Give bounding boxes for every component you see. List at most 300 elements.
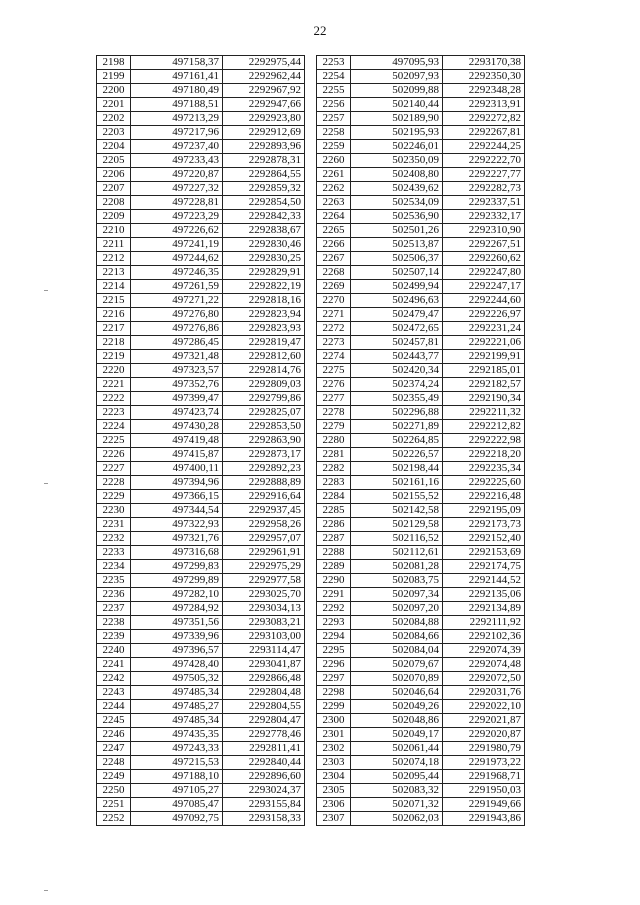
table-row — [317, 602, 525, 616]
y-coordinate-cell: 2292873,17 — [223, 448, 305, 462]
y-coordinate-cell: 2292021,87 — [443, 714, 525, 728]
y-coordinate-cell: 2292272,82 — [443, 112, 525, 126]
y-coordinate-cell: 2292878,31 — [223, 154, 305, 168]
x-coordinate-cell: 497188,10 — [131, 770, 223, 784]
page-number: 22 — [313, 23, 327, 38]
y-coordinate-cell: 2292022,10 — [443, 700, 525, 714]
point-number-cell: 2223 — [97, 406, 131, 420]
y-coordinate-cell: 2292804,48 — [223, 686, 305, 700]
table-row — [97, 364, 305, 378]
table-row — [317, 700, 525, 714]
y-coordinate-cell: 2292967,92 — [223, 84, 305, 98]
x-coordinate-cell: 497299,89 — [131, 574, 223, 588]
x-coordinate-cell: 502097,34 — [351, 588, 443, 602]
table-row — [97, 84, 305, 98]
x-coordinate-cell: 502084,66 — [351, 630, 443, 644]
x-coordinate-cell: 497351,56 — [131, 616, 223, 630]
y-coordinate-cell: 2292977,58 — [223, 574, 305, 588]
point-number-cell: 2266 — [317, 238, 351, 252]
x-coordinate-cell: 502296,88 — [351, 406, 443, 420]
table-row — [317, 56, 525, 70]
x-coordinate-cell: 497485,34 — [131, 686, 223, 700]
x-coordinate-cell: 502062,03 — [351, 812, 443, 826]
point-number-cell: 2208 — [97, 196, 131, 210]
table-row — [97, 182, 305, 196]
y-coordinate-cell: 2293158,33 — [223, 812, 305, 826]
table-row — [97, 70, 305, 84]
point-number-cell: 2205 — [97, 154, 131, 168]
point-number-cell: 2228 — [97, 476, 131, 490]
x-coordinate-cell: 497423,74 — [131, 406, 223, 420]
table-row — [97, 140, 305, 154]
x-coordinate-cell: 502084,04 — [351, 644, 443, 658]
point-number-cell: 2261 — [317, 168, 351, 182]
table-row — [97, 378, 305, 392]
table-row — [317, 532, 525, 546]
x-coordinate-cell: 497228,81 — [131, 196, 223, 210]
y-coordinate-cell: 2292937,45 — [223, 504, 305, 518]
point-number-cell: 2238 — [97, 616, 131, 630]
x-coordinate-cell: 497323,57 — [131, 364, 223, 378]
x-coordinate-cell: 502046,64 — [351, 686, 443, 700]
y-coordinate-cell: 2293041,87 — [223, 658, 305, 672]
point-number-cell: 2284 — [317, 490, 351, 504]
table-row — [97, 742, 305, 756]
point-number-cell: 2204 — [97, 140, 131, 154]
table-row — [97, 252, 305, 266]
point-number-cell: 2246 — [97, 728, 131, 742]
table-row — [97, 630, 305, 644]
x-coordinate-cell: 497213,29 — [131, 112, 223, 126]
x-coordinate-cell: 497226,62 — [131, 224, 223, 238]
y-coordinate-cell: 2292348,28 — [443, 84, 525, 98]
point-number-cell: 2301 — [317, 728, 351, 742]
x-coordinate-cell: 502534,09 — [351, 196, 443, 210]
point-number-cell: 2210 — [97, 224, 131, 238]
point-number-cell: 2239 — [97, 630, 131, 644]
table-row — [317, 308, 525, 322]
x-coordinate-cell: 497217,96 — [131, 126, 223, 140]
x-coordinate-cell: 497400,11 — [131, 462, 223, 476]
table-row — [97, 616, 305, 630]
point-number-cell: 2212 — [97, 252, 131, 266]
x-coordinate-cell: 502350,09 — [351, 154, 443, 168]
point-number-cell: 2279 — [317, 420, 351, 434]
x-coordinate-cell: 502496,63 — [351, 294, 443, 308]
x-coordinate-cell: 502161,16 — [351, 476, 443, 490]
x-coordinate-cell: 497428,40 — [131, 658, 223, 672]
table-row — [97, 644, 305, 658]
table-row — [317, 630, 525, 644]
x-coordinate-cell: 502097,20 — [351, 602, 443, 616]
y-coordinate-cell: 2292216,48 — [443, 490, 525, 504]
margin-mark — [44, 290, 48, 291]
y-coordinate-cell: 2292804,55 — [223, 700, 305, 714]
point-number-cell: 2213 — [97, 266, 131, 280]
point-number-cell: 2240 — [97, 644, 131, 658]
x-coordinate-cell: 502142,58 — [351, 504, 443, 518]
x-coordinate-cell: 502195,93 — [351, 126, 443, 140]
x-coordinate-cell: 497241,19 — [131, 238, 223, 252]
margin-mark — [44, 890, 48, 891]
x-coordinate-cell: 502198,44 — [351, 462, 443, 476]
point-number-cell: 2276 — [317, 378, 351, 392]
y-coordinate-cell: 2292896,60 — [223, 770, 305, 784]
table-row — [97, 308, 305, 322]
table-row — [97, 448, 305, 462]
point-number-cell: 2307 — [317, 812, 351, 826]
point-number-cell: 2247 — [97, 742, 131, 756]
point-number-cell: 2286 — [317, 518, 351, 532]
y-coordinate-cell: 2292864,55 — [223, 168, 305, 182]
point-number-cell: 2221 — [97, 378, 131, 392]
y-coordinate-cell: 2291968,71 — [443, 770, 525, 784]
y-coordinate-cell: 2292144,52 — [443, 574, 525, 588]
point-number-cell: 2285 — [317, 504, 351, 518]
table-row — [97, 714, 305, 728]
point-number-cell: 2270 — [317, 294, 351, 308]
y-coordinate-cell: 2293170,38 — [443, 56, 525, 70]
point-number-cell: 2199 — [97, 70, 131, 84]
table-row — [97, 266, 305, 280]
x-coordinate-cell: 497261,59 — [131, 280, 223, 294]
coordinates-table-right — [316, 55, 525, 826]
y-coordinate-cell: 2292020,87 — [443, 728, 525, 742]
y-coordinate-cell: 2292838,67 — [223, 224, 305, 238]
point-number-cell: 2198 — [97, 56, 131, 70]
table-row — [97, 336, 305, 350]
y-coordinate-cell: 2292313,91 — [443, 98, 525, 112]
point-number-cell: 2250 — [97, 784, 131, 798]
table-row — [317, 364, 525, 378]
y-coordinate-cell: 2292825,07 — [223, 406, 305, 420]
point-number-cell: 2255 — [317, 84, 351, 98]
y-coordinate-cell: 2292247,17 — [443, 280, 525, 294]
y-coordinate-cell: 2292102,36 — [443, 630, 525, 644]
point-number-cell: 2232 — [97, 532, 131, 546]
table-row — [317, 546, 525, 560]
table-row — [317, 434, 525, 448]
table-row — [97, 560, 305, 574]
point-number-cell: 2288 — [317, 546, 351, 560]
x-coordinate-cell: 497276,80 — [131, 308, 223, 322]
table-row — [317, 728, 525, 742]
point-number-cell: 2206 — [97, 168, 131, 182]
y-coordinate-cell: 2292074,39 — [443, 644, 525, 658]
y-coordinate-cell: 2292962,44 — [223, 70, 305, 84]
table-row — [317, 294, 525, 308]
y-coordinate-cell: 2292863,90 — [223, 434, 305, 448]
x-coordinate-cell: 497394,96 — [131, 476, 223, 490]
y-coordinate-cell: 2292235,34 — [443, 462, 525, 476]
point-number-cell: 2227 — [97, 462, 131, 476]
table-row — [317, 658, 525, 672]
y-coordinate-cell: 2292830,46 — [223, 238, 305, 252]
x-coordinate-cell: 502479,47 — [351, 308, 443, 322]
x-coordinate-cell: 502246,01 — [351, 140, 443, 154]
y-coordinate-cell: 2291973,22 — [443, 756, 525, 770]
table-row — [317, 588, 525, 602]
point-number-cell: 2233 — [97, 546, 131, 560]
table-row — [317, 742, 525, 756]
table-row — [97, 294, 305, 308]
point-number-cell: 2219 — [97, 350, 131, 364]
point-number-cell: 2235 — [97, 574, 131, 588]
point-number-cell: 2226 — [97, 448, 131, 462]
point-number-cell: 2306 — [317, 798, 351, 812]
table-row — [97, 588, 305, 602]
y-coordinate-cell: 2292174,75 — [443, 560, 525, 574]
point-number-cell: 2277 — [317, 392, 351, 406]
x-coordinate-cell: 502079,67 — [351, 658, 443, 672]
x-coordinate-cell: 502061,44 — [351, 742, 443, 756]
table-row — [317, 784, 525, 798]
table-row — [317, 378, 525, 392]
table-row — [317, 70, 525, 84]
table-row — [317, 210, 525, 224]
y-coordinate-cell: 2292173,73 — [443, 518, 525, 532]
x-coordinate-cell: 497415,87 — [131, 448, 223, 462]
x-coordinate-cell: 497227,32 — [131, 182, 223, 196]
point-number-cell: 2209 — [97, 210, 131, 224]
y-coordinate-cell: 2292811,41 — [223, 742, 305, 756]
y-coordinate-cell: 2292947,66 — [223, 98, 305, 112]
table-row — [317, 126, 525, 140]
x-coordinate-cell: 497220,87 — [131, 168, 223, 182]
table-row — [97, 168, 305, 182]
point-number-cell: 2258 — [317, 126, 351, 140]
y-coordinate-cell: 2292840,44 — [223, 756, 305, 770]
table-row — [317, 518, 525, 532]
x-coordinate-cell: 497188,51 — [131, 98, 223, 112]
y-coordinate-cell: 2292819,47 — [223, 336, 305, 350]
table-row — [317, 490, 525, 504]
y-coordinate-cell: 2292199,91 — [443, 350, 525, 364]
margin-mark — [44, 483, 48, 484]
y-coordinate-cell: 2292221,06 — [443, 336, 525, 350]
table-row — [317, 770, 525, 784]
x-coordinate-cell: 497180,49 — [131, 84, 223, 98]
x-coordinate-cell: 502472,65 — [351, 322, 443, 336]
point-number-cell: 2297 — [317, 672, 351, 686]
point-number-cell: 2305 — [317, 784, 351, 798]
point-number-cell: 2262 — [317, 182, 351, 196]
table-row — [97, 462, 305, 476]
y-coordinate-cell: 2292153,69 — [443, 546, 525, 560]
table-row — [97, 350, 305, 364]
x-coordinate-cell: 502443,77 — [351, 350, 443, 364]
point-number-cell: 2299 — [317, 700, 351, 714]
table-row — [97, 770, 305, 784]
y-coordinate-cell: 2292778,46 — [223, 728, 305, 742]
point-number-cell: 2256 — [317, 98, 351, 112]
table-row — [317, 154, 525, 168]
y-coordinate-cell: 2292888,89 — [223, 476, 305, 490]
table-row — [317, 140, 525, 154]
point-number-cell: 2273 — [317, 336, 351, 350]
x-coordinate-cell: 502070,89 — [351, 672, 443, 686]
table-row — [97, 98, 305, 112]
table-row — [97, 392, 305, 406]
point-number-cell: 2201 — [97, 98, 131, 112]
y-coordinate-cell: 2292958,26 — [223, 518, 305, 532]
point-number-cell: 2249 — [97, 770, 131, 784]
x-coordinate-cell: 502116,52 — [351, 532, 443, 546]
table-row — [97, 154, 305, 168]
table-row — [317, 266, 525, 280]
y-coordinate-cell: 2291943,86 — [443, 812, 525, 826]
y-coordinate-cell: 2292190,34 — [443, 392, 525, 406]
x-coordinate-cell: 502083,75 — [351, 574, 443, 588]
point-number-cell: 2216 — [97, 308, 131, 322]
x-coordinate-cell: 497223,29 — [131, 210, 223, 224]
point-number-cell: 2251 — [97, 798, 131, 812]
point-number-cell: 2295 — [317, 644, 351, 658]
x-coordinate-cell: 497316,68 — [131, 546, 223, 560]
y-coordinate-cell: 2293034,13 — [223, 602, 305, 616]
table-row — [317, 798, 525, 812]
table-row — [317, 350, 525, 364]
x-coordinate-cell: 497485,34 — [131, 714, 223, 728]
x-coordinate-cell: 502140,44 — [351, 98, 443, 112]
point-number-cell: 2275 — [317, 364, 351, 378]
x-coordinate-cell: 502264,85 — [351, 434, 443, 448]
y-coordinate-cell: 2292218,20 — [443, 448, 525, 462]
table-row — [97, 728, 305, 742]
table-row — [97, 798, 305, 812]
table-row — [317, 392, 525, 406]
y-coordinate-cell: 2292222,98 — [443, 434, 525, 448]
y-coordinate-cell: 2292247,80 — [443, 266, 525, 280]
y-coordinate-cell: 2293103,00 — [223, 630, 305, 644]
point-number-cell: 2289 — [317, 560, 351, 574]
point-number-cell: 2268 — [317, 266, 351, 280]
y-coordinate-cell: 2292074,48 — [443, 658, 525, 672]
y-coordinate-cell: 2292912,69 — [223, 126, 305, 140]
x-coordinate-cell: 502499,94 — [351, 280, 443, 294]
table-row — [317, 644, 525, 658]
x-coordinate-cell: 497435,35 — [131, 728, 223, 742]
y-coordinate-cell: 2291980,79 — [443, 742, 525, 756]
x-coordinate-cell: 502084,88 — [351, 616, 443, 630]
y-coordinate-cell: 2292212,82 — [443, 420, 525, 434]
table-row — [97, 756, 305, 770]
x-coordinate-cell: 497215,53 — [131, 756, 223, 770]
y-coordinate-cell: 2292822,19 — [223, 280, 305, 294]
point-number-cell: 2264 — [317, 210, 351, 224]
x-coordinate-cell: 502049,17 — [351, 728, 443, 742]
x-coordinate-cell: 502083,32 — [351, 784, 443, 798]
point-number-cell: 2257 — [317, 112, 351, 126]
x-coordinate-cell: 502155,52 — [351, 490, 443, 504]
y-coordinate-cell: 2292866,48 — [223, 672, 305, 686]
x-coordinate-cell: 497246,35 — [131, 266, 223, 280]
point-number-cell: 2303 — [317, 756, 351, 770]
point-number-cell: 2267 — [317, 252, 351, 266]
y-coordinate-cell: 2292310,90 — [443, 224, 525, 238]
y-coordinate-cell: 2292830,25 — [223, 252, 305, 266]
table-row — [97, 574, 305, 588]
x-coordinate-cell: 502226,57 — [351, 448, 443, 462]
table-row — [317, 476, 525, 490]
table-row — [317, 406, 525, 420]
point-number-cell: 2222 — [97, 392, 131, 406]
x-coordinate-cell: 497339,96 — [131, 630, 223, 644]
x-coordinate-cell: 502049,26 — [351, 700, 443, 714]
y-coordinate-cell: 2291949,66 — [443, 798, 525, 812]
point-number-cell: 2278 — [317, 406, 351, 420]
x-coordinate-cell: 502112,61 — [351, 546, 443, 560]
x-coordinate-cell: 502374,24 — [351, 378, 443, 392]
y-coordinate-cell: 2292031,76 — [443, 686, 525, 700]
point-number-cell: 2243 — [97, 686, 131, 700]
x-coordinate-cell: 502074,18 — [351, 756, 443, 770]
y-coordinate-cell: 2292842,33 — [223, 210, 305, 224]
y-coordinate-cell: 2292072,50 — [443, 672, 525, 686]
y-coordinate-cell: 2292823,94 — [223, 308, 305, 322]
x-coordinate-cell: 497366,15 — [131, 490, 223, 504]
point-number-cell: 2245 — [97, 714, 131, 728]
x-coordinate-cell: 502439,62 — [351, 182, 443, 196]
table-row — [317, 756, 525, 770]
y-coordinate-cell: 2292337,51 — [443, 196, 525, 210]
table-row — [317, 686, 525, 700]
x-coordinate-cell: 497161,41 — [131, 70, 223, 84]
x-coordinate-cell: 502506,37 — [351, 252, 443, 266]
x-coordinate-cell: 497352,76 — [131, 378, 223, 392]
point-number-cell: 2236 — [97, 588, 131, 602]
point-number-cell: 2293 — [317, 616, 351, 630]
y-coordinate-cell: 2292244,25 — [443, 140, 525, 154]
x-coordinate-cell: 502099,88 — [351, 84, 443, 98]
y-coordinate-cell: 2292854,50 — [223, 196, 305, 210]
x-coordinate-cell: 497282,10 — [131, 588, 223, 602]
y-coordinate-cell: 2292853,50 — [223, 420, 305, 434]
x-coordinate-cell: 497286,45 — [131, 336, 223, 350]
point-number-cell: 2304 — [317, 770, 351, 784]
table-row — [317, 504, 525, 518]
table-row — [317, 574, 525, 588]
table-row — [317, 196, 525, 210]
x-coordinate-cell: 497095,93 — [351, 56, 443, 70]
x-coordinate-cell: 502095,44 — [351, 770, 443, 784]
table-row — [317, 224, 525, 238]
y-coordinate-cell: 2292231,24 — [443, 322, 525, 336]
y-coordinate-cell: 2292182,57 — [443, 378, 525, 392]
table-row — [97, 672, 305, 686]
x-coordinate-cell: 502507,14 — [351, 266, 443, 280]
point-number-cell: 2253 — [317, 56, 351, 70]
x-coordinate-cell: 497243,33 — [131, 742, 223, 756]
y-coordinate-cell: 2292975,29 — [223, 560, 305, 574]
y-coordinate-cell: 2292185,01 — [443, 364, 525, 378]
x-coordinate-cell: 497233,43 — [131, 154, 223, 168]
x-coordinate-cell: 502501,26 — [351, 224, 443, 238]
point-number-cell: 2296 — [317, 658, 351, 672]
point-number-cell: 2252 — [97, 812, 131, 826]
y-coordinate-cell: 2292111,92 — [443, 616, 525, 630]
point-number-cell: 2271 — [317, 308, 351, 322]
table-row — [317, 238, 525, 252]
point-number-cell: 2283 — [317, 476, 351, 490]
point-number-cell: 2231 — [97, 518, 131, 532]
x-coordinate-cell: 497244,62 — [131, 252, 223, 266]
x-coordinate-cell: 502457,81 — [351, 336, 443, 350]
x-coordinate-cell: 502420,34 — [351, 364, 443, 378]
table-row — [97, 112, 305, 126]
point-number-cell: 2294 — [317, 630, 351, 644]
point-number-cell: 2234 — [97, 560, 131, 574]
